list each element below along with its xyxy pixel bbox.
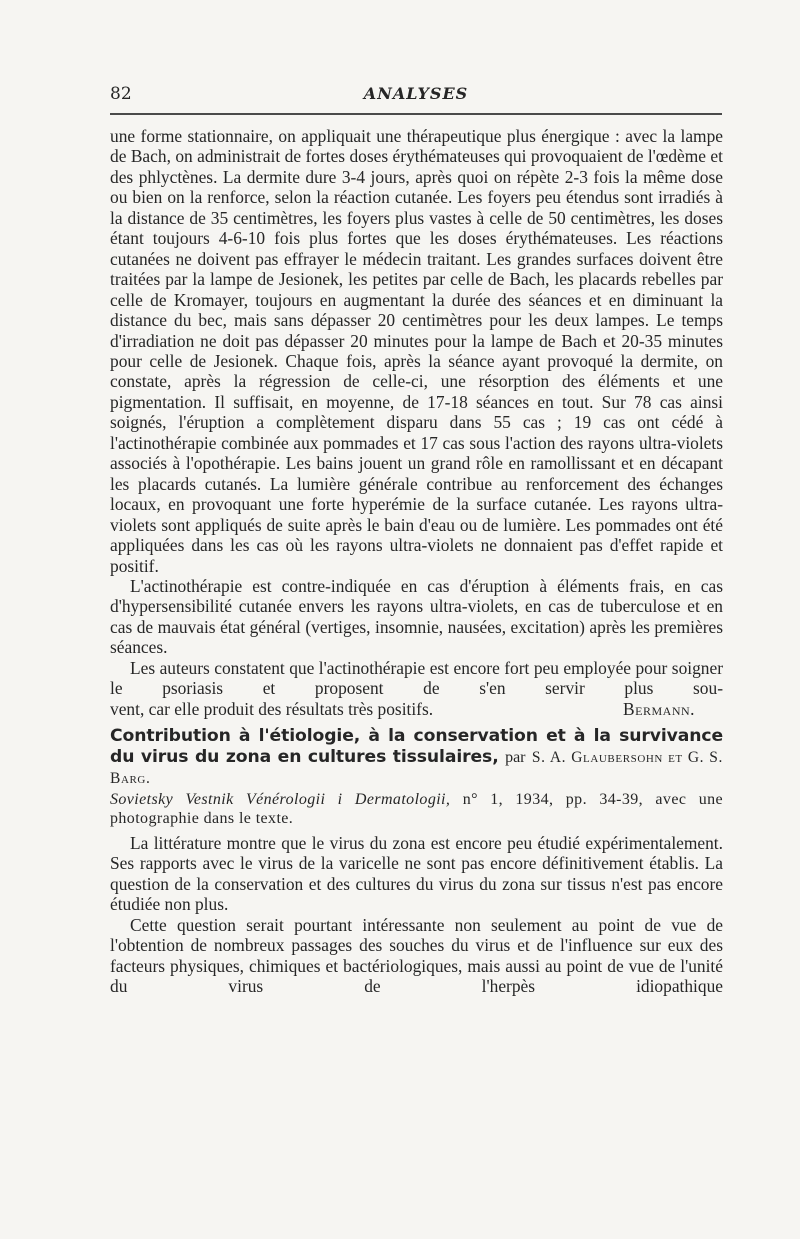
article-paragraph: Cette question serait pourtant intéressante non seulement au point de vue de l'obtention de nombreux passages des souches du virus et de l'influence sur eux des facteurs physiques, chimiques et bactériologiques, mais aussi au point de vue de l'unité du virus de l'herpès idiopathique: [110, 914, 723, 997]
journal-citation: n° 1, 1934, pp. 34-39, avec une photographie dans le texte.: [110, 790, 723, 828]
running-title: ANALYSES: [363, 84, 469, 103]
page-body: [110, 126, 723, 997]
article-by: par: [505, 748, 526, 766]
conclusion-last-line: [110, 699, 723, 719]
article-title: Contribution à l'étiologie, à la conservation et à la survivance du virus du zona en cultures tissulaires,: [110, 726, 723, 767]
paragraph-continuation: une forme stationnaire, on appliquait une thérapeutique plus énergique : avec la lampe de Bach, on administrait de fortes doses érythémateuses qui provoquaient de l'œdème et des phlyctènes. La dermite dure 3-4 jours, après quoi on répète 2-3 fois la même dose ou bien on la renforce, selon la réaction cutanée. Les foyers peu étendus sont irradiés à la distance de 35 centimètres, les foyers plus vastes à celle de 50 centimètres, les doses étant toujours 4-6-10 fois plus fortes que les doses érythémateuses. Les réactions cutanées ne doivent pas effrayer le médecin traitant. Les grandes surfaces doivent être traitées par la lampe de Jesionek, les petites par celle de Bach, les placards rebelles par celle de Kromayer, toujours en augmentant la durée des séances et en diminuant la distance du bec, mais sans dépasser 20 centimètres pour les deux lampes. Le temps d'irradiation ne doit pas dépasser 20 minutes pour la lampe de Bach et 20-35 minutes pour celle de Jesionek. Chaque fois, après la séance ayant provoqué la dermite, on constate, après la régression de celle-ci, une résorption des éléments et une pigmentation. Il suffisait, en moyenne, de 17-18 séances en tout. Sur 78 cas ainsi soignés, l'éruption a complètement disparu dans 55 cas ; 19 cas ont cédé à l'actinothérapie combinée aux pommades et 17 cas sous l'action des rayons ultra-violets associés à l'opothérapie. Les bains jouent un grand rôle en ramollissant et en décapant les placards cutanés. La lumière générale contribue au renforcement des échanges locaux, en provoquant une forte hyperémie de la surface cutanée. Les rayons ultra-violets sont appliqués de suite après le bain d'eau ou de lumière. Les pommades ont été appliquées dans les cas où les rayons ultra-violets ne donnaient pas d'effet rapide et positif.: [110, 126, 723, 576]
page-number: 82: [110, 84, 132, 104]
reviewer-signature: Bermann.: [623, 698, 695, 719]
paragraph-conclusion-end: vent, car elle produit des résultats très positifs.: [110, 698, 434, 719]
page-header: [110, 84, 722, 106]
header-rule: [110, 113, 722, 115]
article-paragraph: La littérature montre que le virus du zona est encore peu étudié expérimentalement. Ses rapports avec le virus de la varicelle ne sont pas encore définitivement établis. La question de la conservation et des cultures du virus du zona sur tissus n'est pas encore étudiée non plus.: [110, 832, 723, 915]
journal-name: Sovietsky Vestnik Vénérologii i Dermatologii,: [110, 790, 451, 808]
paragraph-conclusion: Les auteurs constatent que l'actinothérapie est encore fort peu employée pour soigner le psoriasis et proposent de s'en servir plus sou-: [110, 657, 723, 699]
article-heading: [110, 726, 723, 790]
article-authors: S. A. Glaubersohn et G. S. Barg.: [110, 748, 723, 788]
paragraph-contraindications: L'actinothérapie est contre-indiquée en cas d'éruption à éléments frais, en cas d'hypersensibilité cutanée envers les rayons ultra-violets, en cas de tuberculose et en cas de mauvais état général (vertiges, insomnie, nausées, excitation) après les premières séances.: [110, 575, 723, 658]
article-source: [110, 790, 723, 829]
